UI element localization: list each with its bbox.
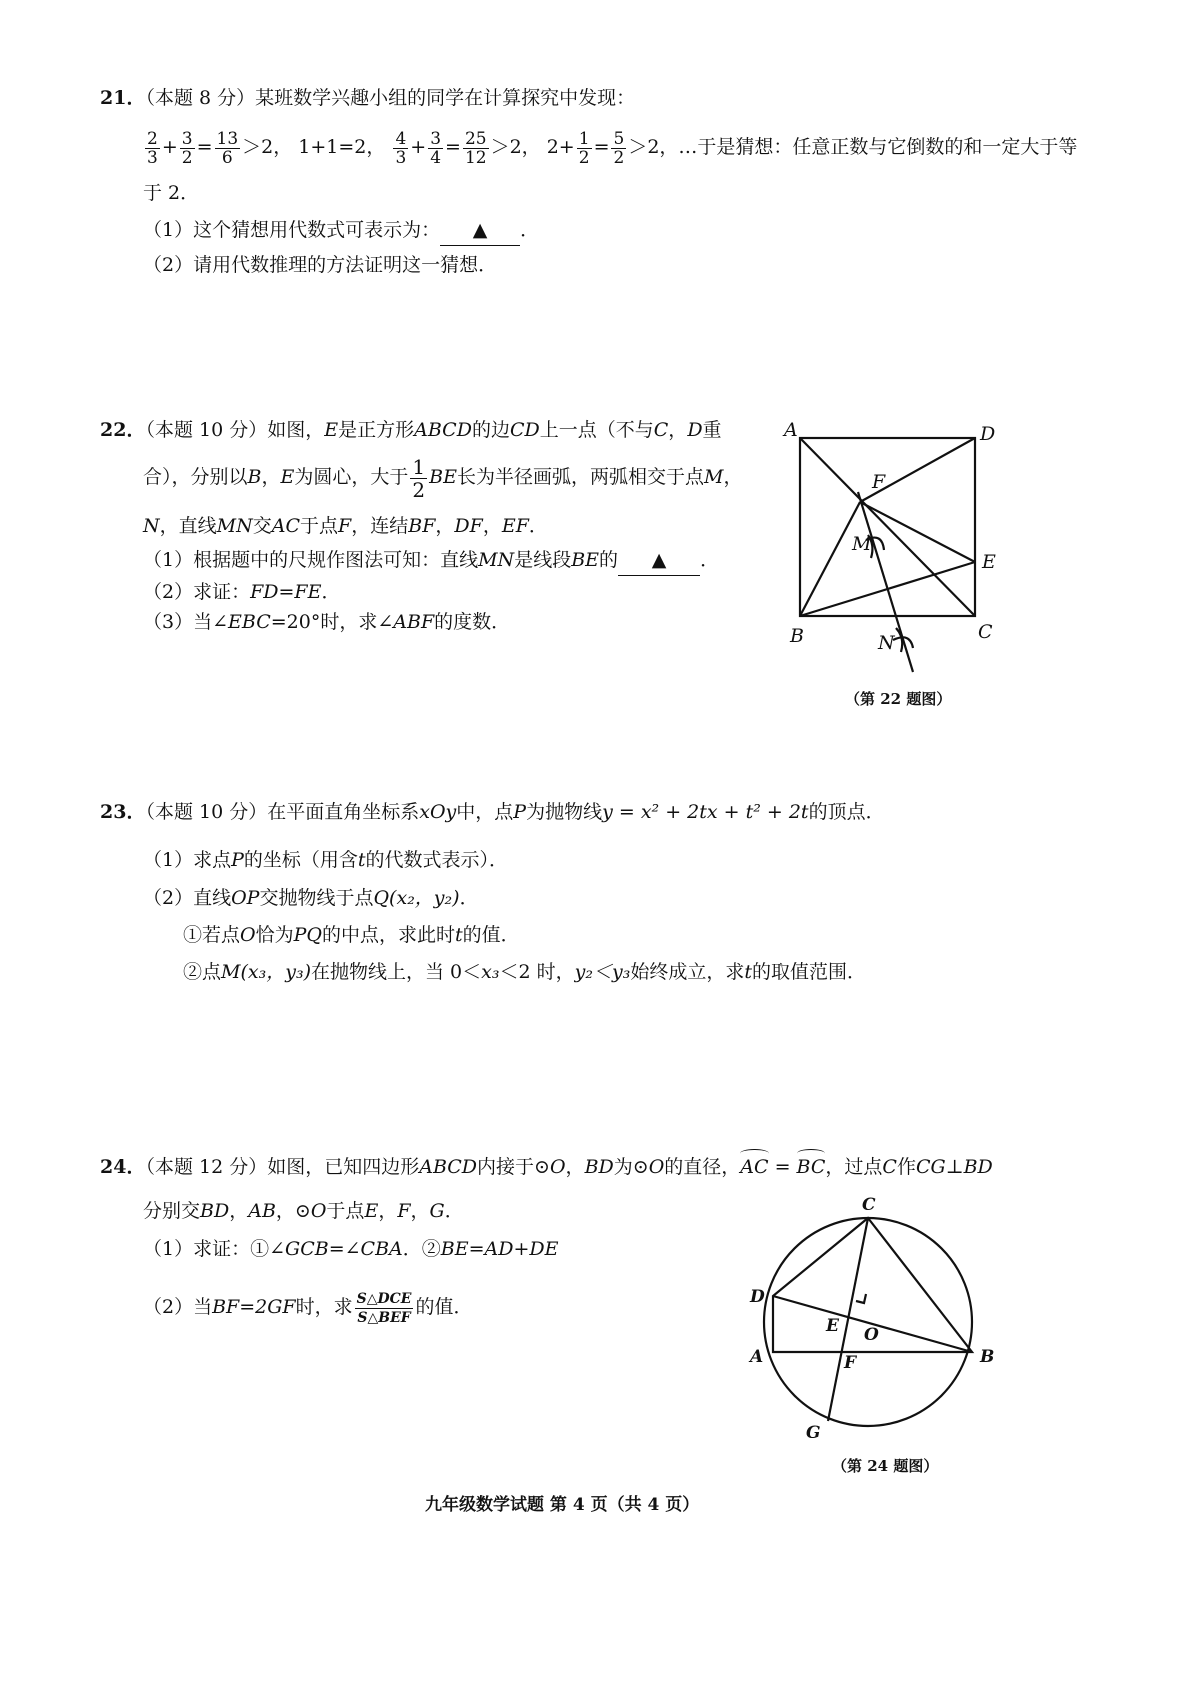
q21-op: = bbox=[593, 136, 610, 158]
q23-sub1: ①若点O恰为PQ的中点，求此时t的值． bbox=[183, 924, 520, 946]
right-angle-mark bbox=[856, 1294, 866, 1303]
q21-answer-blank[interactable]: ▲ bbox=[440, 215, 520, 246]
q21-intro: 某班数学兴趣小组的同学在计算探究中发现： bbox=[255, 87, 636, 109]
q21-part2: （2）请用代数推理的方法证明这一猜想． bbox=[143, 254, 498, 276]
label-c: C bbox=[862, 1195, 876, 1215]
q23-number: 23． bbox=[100, 801, 146, 823]
label-a: A bbox=[784, 419, 798, 441]
q21-op: = bbox=[196, 136, 213, 158]
label-f: F bbox=[844, 1353, 857, 1373]
q24-part2: （2）当BF=2GF时，求 $\frac{\text{S△DCE}}{\text{S△BEF}}$ 的值． bbox=[143, 1290, 473, 1326]
q21-part1 bbox=[143, 215, 539, 246]
q23-part1: （1）求点P的坐标（用含t的代数式表示）． bbox=[143, 849, 509, 871]
label-e: E bbox=[982, 551, 996, 573]
q22-figure bbox=[780, 410, 1020, 700]
q24-score: （本题 12 分） bbox=[145, 1156, 268, 1178]
q22-score: （本题 10 分） bbox=[145, 419, 268, 441]
segment-bf bbox=[800, 502, 860, 616]
q21-frac: $\frac{3}{4}$ bbox=[430, 128, 442, 168]
label-d: D bbox=[750, 1287, 765, 1307]
q22-part1: （1）根据题中的尺规作图法可知：直线MN是线段BE的 ▲ ． bbox=[143, 545, 719, 576]
q21-score: （本题 8 分） bbox=[145, 87, 256, 109]
q22-part2: （2）求证：FD=FE． bbox=[143, 581, 341, 603]
q23-sub2: ②点M(x₃，y₃)在抛物线上，当 0＜x₃＜2 时，y₂＜y₃始终成立，求t的取值范围． bbox=[183, 961, 866, 983]
arc-ac: AC bbox=[740, 1152, 768, 1182]
q21-op: ＞2， bbox=[242, 136, 293, 158]
page-footer: 九年级数学试题 第 4 页（共 4 页） bbox=[425, 1495, 700, 1515]
q22-line3: N，直线MN交AC于点F，连结BF，DF，EF． bbox=[143, 515, 548, 537]
q21-frac: $\frac{4}{3}$ bbox=[395, 128, 407, 168]
q21-frac: $\frac{2}{3}$ bbox=[147, 128, 158, 168]
label-c: C bbox=[978, 621, 993, 643]
q24-number: 24． bbox=[100, 1156, 146, 1178]
q21-frac: $\frac{5}{2}$ bbox=[613, 128, 625, 168]
q21-frac: $\frac{3}{2}$ bbox=[181, 128, 193, 168]
label-b: B bbox=[980, 1347, 995, 1367]
q21-formula-line bbox=[143, 125, 1077, 169]
q24-line1: 24．（本题 12 分）如图，已知四边形ABCD内接于⊙O，BD为⊙O的直径，AC = BC，过点C作CG⊥BD bbox=[100, 1152, 993, 1182]
q22-half-frac: $\frac{1}{2}$ bbox=[412, 454, 426, 502]
q22-part3: （3）当∠EBC=20°时，求∠ABF的度数． bbox=[143, 611, 511, 633]
label-o: O bbox=[864, 1325, 879, 1345]
q23-line1: 23．（本题 10 分）在平面直角坐标系xOy中，点P为抛物线y = x² + 2tx + t² + 2t的顶点． bbox=[100, 801, 885, 823]
label-d: D bbox=[980, 423, 996, 445]
q21-frac: $\frac{13}{6}$ bbox=[216, 128, 239, 168]
q24-figure bbox=[740, 1190, 1020, 1460]
q24-part1: （1）求证：①∠GCB=∠CBA．②BE=AD+DE bbox=[143, 1238, 559, 1260]
q21-line3: 于 2． bbox=[143, 182, 200, 204]
q24-area-ratio: $\frac{\text{S△DCE}}{\text{S△BEF}}$ bbox=[356, 1290, 412, 1326]
label-g: G bbox=[806, 1423, 821, 1443]
q23-score: （本题 10 分） bbox=[145, 801, 268, 823]
label-b: B bbox=[790, 625, 804, 647]
q24-line2: 分别交BD，AB，⊙O于点E，F，G． bbox=[143, 1200, 464, 1222]
label-f: F bbox=[872, 471, 886, 493]
label-e: E bbox=[826, 1316, 839, 1336]
q21-frac: $\frac{25}{12}$ bbox=[464, 128, 487, 168]
arc-bc: BC bbox=[797, 1152, 826, 1182]
q23-parabola-equation: y = x² + 2tx + t² + 2t bbox=[602, 801, 809, 823]
q23-part2: （2）直线OP交抛物线于点Q(x₂，y₂)． bbox=[143, 887, 479, 909]
q24-caption: （第 24 题图） bbox=[832, 1457, 939, 1475]
q21-op: 2+ bbox=[546, 136, 575, 158]
q21-number: 21． bbox=[100, 87, 146, 109]
q21-op: ＞2， bbox=[628, 136, 679, 158]
label-n: N bbox=[878, 632, 895, 654]
label-m: M bbox=[852, 533, 872, 555]
q21-frac: $\frac{1}{2}$ bbox=[578, 128, 590, 168]
q21-line1 bbox=[100, 83, 635, 113]
q21-op: ＞2， bbox=[490, 136, 541, 158]
q22-caption: （第 22 题图） bbox=[845, 690, 952, 708]
label-a: A bbox=[750, 1347, 764, 1367]
q21-op: + bbox=[161, 136, 178, 158]
q21-part1-text: （1）这个猜想用代数式可表示为： bbox=[143, 219, 441, 241]
q22-number: 22． bbox=[100, 419, 146, 441]
q22-answer-blank[interactable]: ▲ bbox=[618, 545, 700, 576]
q21-part1-end: ． bbox=[520, 219, 540, 241]
q21-op: = bbox=[445, 136, 461, 158]
q21-op: + bbox=[410, 136, 427, 158]
q21-conjecture: …于是猜想：任意正数与它倒数的和一定大于等 bbox=[678, 136, 1078, 158]
q22-line1: 22．（本题 10 分）如图，E是正方形ABCD的边CD上一点（不与C，D重 bbox=[100, 419, 722, 441]
q21-mid: 1+1=2， bbox=[298, 136, 386, 158]
q22-line2: 合），分别以B，E为圆心，大于 $\frac{1}{2}$ BE长为半径画弧，两弧相交于点M， bbox=[143, 454, 743, 502]
